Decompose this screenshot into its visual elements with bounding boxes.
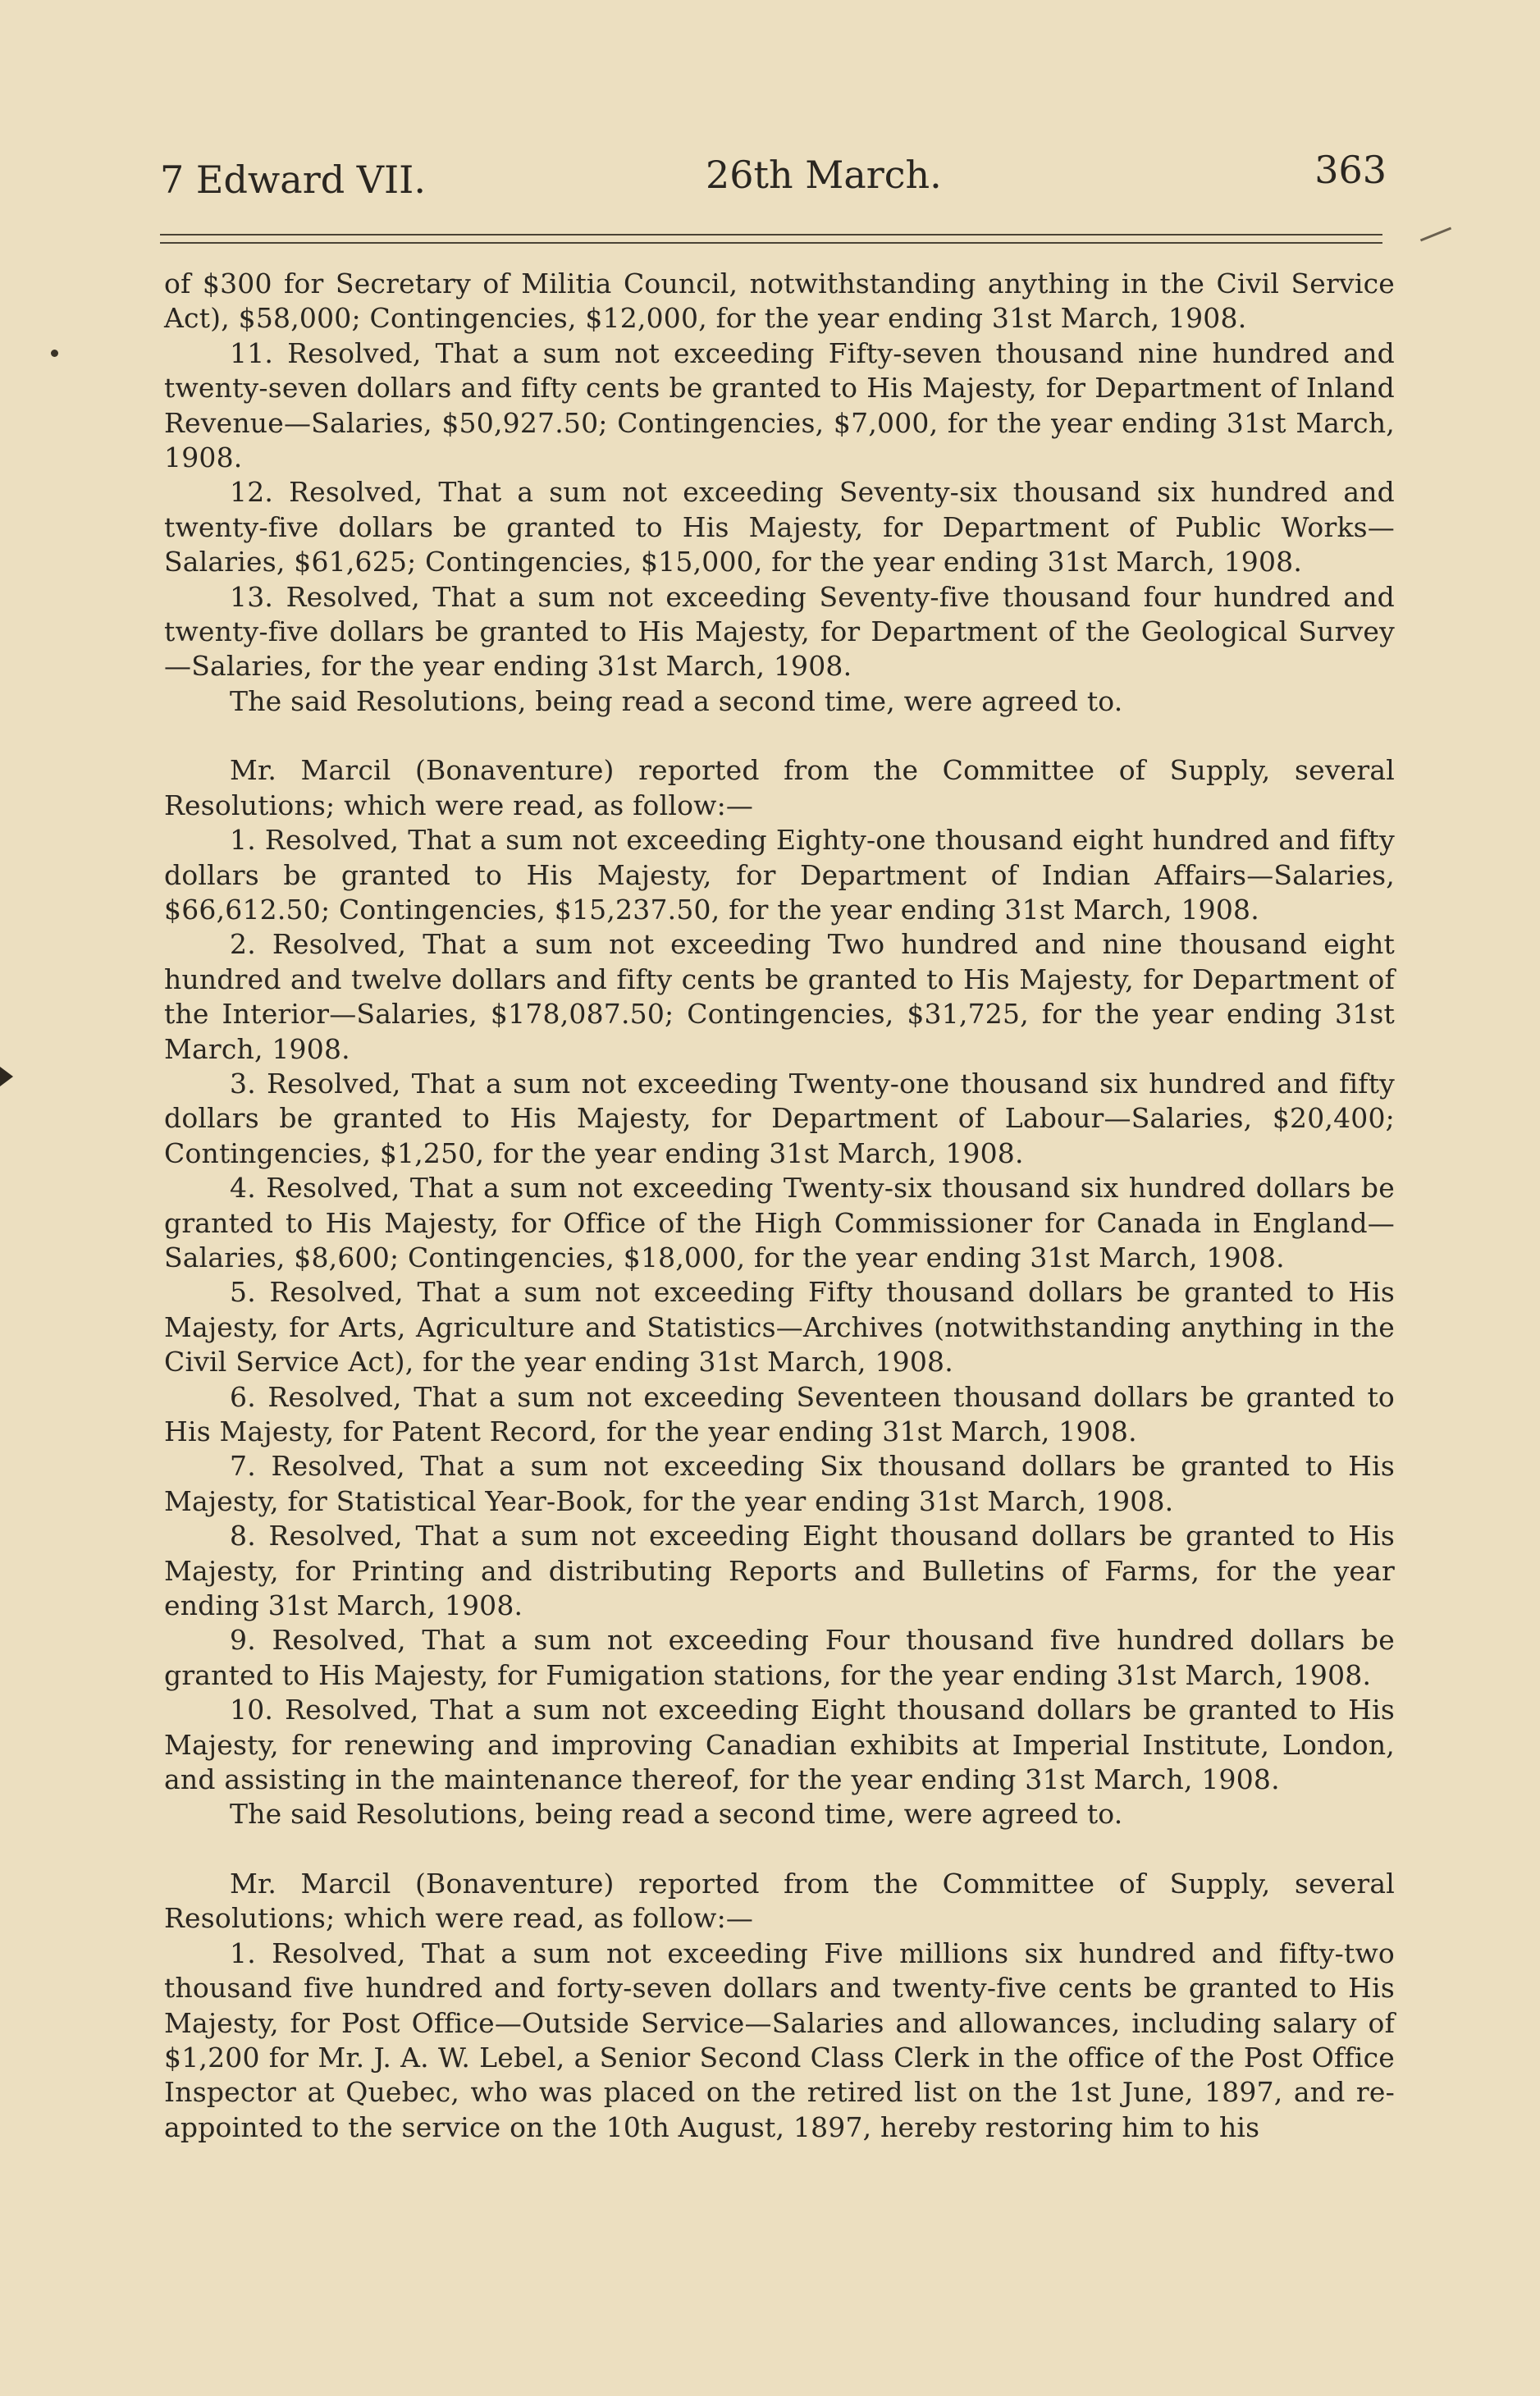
resolution-8: 8. Resolved, That a sum not exceeding Eight thousand dollars be granted to His Majesty, for Printing and distributing Reports and Bulletins of Farms, for the year ending 31st March, 1908. bbox=[164, 1520, 1395, 1622]
page-header bbox=[160, 148, 1387, 205]
resolution-3: 3. Resolved, That a sum not exceeding Twenty-one thousand six hundred and fifty dollars be granted to His Majesty, for Department of Labour—Salaries, $20,400; Contingencies, $1,250, for the year ending 31st March, 1908. bbox=[164, 1067, 1395, 1169]
body-text bbox=[164, 267, 1395, 2145]
margin-arrow-mark bbox=[0, 1067, 13, 1086]
resolution-2: 2. Resolved, That a sum not exceeding Two hundred and nine thousand eight hundred and twelve dollars and fifty cents be granted to His Majesty, for Department of the Interior—Salaries, $178,087.50; Contingencies, $31,725, for the year ending 31st March, 1908. bbox=[164, 928, 1395, 1065]
agreed-statement: The said Resolutions, being read a second time, were agreed to. bbox=[230, 1798, 1123, 1831]
resolution-9: 9. Resolved, That a sum not exceeding Four thousand five hundred dollars be granted to His Majesty, for Fumigation stations, for the year ending 31st March, 1908. bbox=[164, 1624, 1395, 1691]
resolution-5: 5. Resolved, That a sum not exceeding Fifty thousand dollars be granted to His Majesty, for Arts, Agriculture and Statistics—Archives (notwithstanding anything in the Civil Service Act), for the year ending 31st March, 1908. bbox=[164, 1276, 1395, 1379]
page-date: 26th March. bbox=[706, 153, 942, 197]
resolution-10: 10. Resolved, That a sum not exceeding Eight thousand dollars be granted to His Majesty, for renewing and improving Canadian exhibits at Imperial Institute, London, and assisting in the maintenance thereof, for the year ending 31st March, 1908. bbox=[164, 1694, 1395, 1796]
resolution-13: 13. Resolved, That a sum not exceeding Seventy-five thousand four hundred and twenty-five dollars be granted to His Majesty, for Department of the Geological Survey—Salaries, for the year ending 31st March, 1908. bbox=[164, 580, 1395, 683]
committee-report: Mr. Marcil (Bonaventure) reported from the Committee of Supply, several Resolutions; which were read, as follow:— bbox=[164, 754, 1395, 821]
committee-report: Mr. Marcil (Bonaventure) reported from the Committee of Supply, several Resolutions; which were read, as follow:— bbox=[164, 1867, 1395, 1935]
resolution-7: 7. Resolved, That a sum not exceeding Six thousand dollars be granted to His Majesty, for Statistical Year-Book, for the year ending 31st March, 1908. bbox=[164, 1450, 1395, 1517]
page-number: 363 bbox=[1314, 148, 1387, 192]
regnal-year: 7 Edward VII. bbox=[160, 158, 426, 202]
agreed-statement: The said Resolutions, being read a second time, were agreed to. bbox=[230, 684, 1123, 717]
resolution-1: 1. Resolved, That a sum not exceeding Eighty-one thousand eight hundred and fifty dollars be granted to His Majesty, for Department of Indian Affairs—Salaries, $66,612.50; Contingencies, $15,237.50, for the year ending 31st March, 1908. bbox=[164, 824, 1395, 926]
paragraph-continuation: of $300 for Secretary of Militia Council, notwithstanding anything in the Civil Service Act), $58,000; Contingencies, $12,000, for the year ending 31st March, 1908. bbox=[164, 267, 1395, 335]
margin-dot-mark bbox=[51, 350, 58, 357]
resolution-1: 1. Resolved, That a sum not exceeding Five millions six hundred and fifty-two thousand five hundred and forty-seven dollars and twenty-five cents be granted to His Majesty, for Post Office—Outside Service—Salaries and allowances, including salary of $1,200 for Mr. J. A. W. Lebel, a Senior Second Class Clerk in the office of the Post Office Inspector at Quebec, who was placed on the retired list on the 1st June, 1897, and re-appointed to the service on the 10th August, 1897, hereby restoring him to his bbox=[164, 1936, 1395, 2143]
header-rule-bottom bbox=[160, 242, 1382, 244]
resolution-11: 11. Resolved, That a sum not exceeding Fifty-seven thousand nine hundred and twenty-seven dollars and fifty cents be granted to His Majesty, for Department of Inland Revenue—Salaries, $50,927.50; Contingencies, $7,000, for the year ending 31st March, 1908. bbox=[164, 336, 1395, 474]
resolution-6: 6. Resolved, That a sum not exceeding Seventeen thousand dollars be granted to His Majesty, for Patent Record, for the year ending 31st March, 1908. bbox=[164, 1380, 1395, 1447]
resolution-4: 4. Resolved, That a sum not exceeding Twenty-six thousand six hundred dollars be granted to His Majesty, for Office of the High Commissioner for Canada in England—Salaries, $8,600; Contingencies, $18,000, for the year ending 31st March, 1908. bbox=[164, 1172, 1395, 1273]
header-rule-top bbox=[160, 234, 1382, 235]
margin-tick-mark bbox=[1420, 227, 1451, 242]
resolution-12: 12. Resolved, That a sum not exceeding Seventy-six thousand six hundred and twenty-five dollars be granted to His Majesty, for Department of Public Works—Salaries, $61,625; Contingencies, $15,000, for the year ending 31st March, 1908. bbox=[164, 476, 1395, 578]
